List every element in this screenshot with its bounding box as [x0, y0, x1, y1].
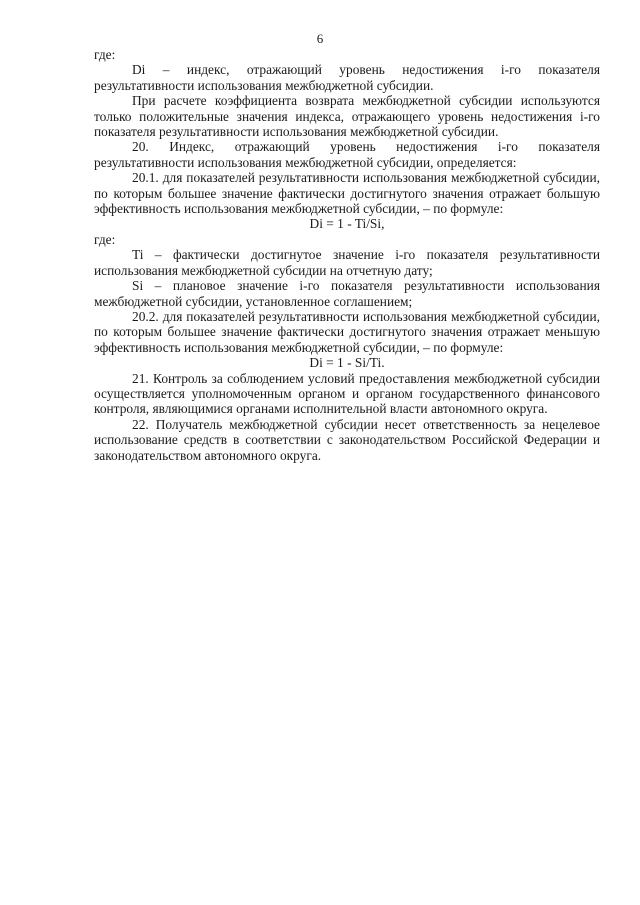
positive-values-note: При расчете коэффициента возврата межбюджетной субсидии используются только положительные значения индекса, отражающего уровень недостижения i-го показателя результативности использования межбюджетной субсидии. [94, 93, 600, 140]
where-label-2: где: [94, 231, 116, 247]
paragraph-22: 22. Получатель межбюджетной субсидии несет ответственность за нецелевое использование средств в соответствии с законодательством Российской Федерации и законодательством автономного округа. [94, 416, 600, 463]
ti-definition: Ti – фактически достигнутое значение i-го показателя результативности использования межбюджетной субсидии на отчетную дату; [94, 247, 600, 278]
si-definition: Si – плановое значение i-го показателя результативности использования межбюджетной субсидии, установленное соглашением; [94, 278, 600, 309]
paragraph-20-2: 20.2. для показателей результативности использования межбюджетной субсидии, по которым большее значение фактически достигнутого значения отражает меньшую эффективность использования межбюджетной субсидии, – по формуле: [94, 308, 600, 355]
paragraph-20-1: 20.1. для показателей результативности использования межбюджетной субсидии, по которым большее значение фактически достигнутого значения отражает большую эффективность использования межбюджетной субсидии, – по формуле: [94, 170, 600, 217]
formula-direct: Di = 1 - Ti/Si, [309, 216, 385, 232]
di-definition: Di – индекс, отражающий уровень недостижения i-го показателя результативности использования межбюджетной субсидии. [94, 62, 600, 93]
paragraph-20: 20. Индекс, отражающий уровень недостижения i-го показателя результативности использования межбюджетной субсидии, определяется: [94, 139, 600, 170]
page-number: 6 [316, 31, 324, 46]
formula-inverse: Di = 1 - Si/Ti. [309, 355, 385, 371]
where-label: где: [94, 47, 116, 62]
document-body [94, 47, 600, 463]
paragraph-21: 21. Контроль за соблюдением условий предоставления межбюджетной субсидии осуществляется уполномоченным органом и органом государственного финансового контроля, являющимися органами исполнительной власти автономного округа. [94, 370, 600, 417]
